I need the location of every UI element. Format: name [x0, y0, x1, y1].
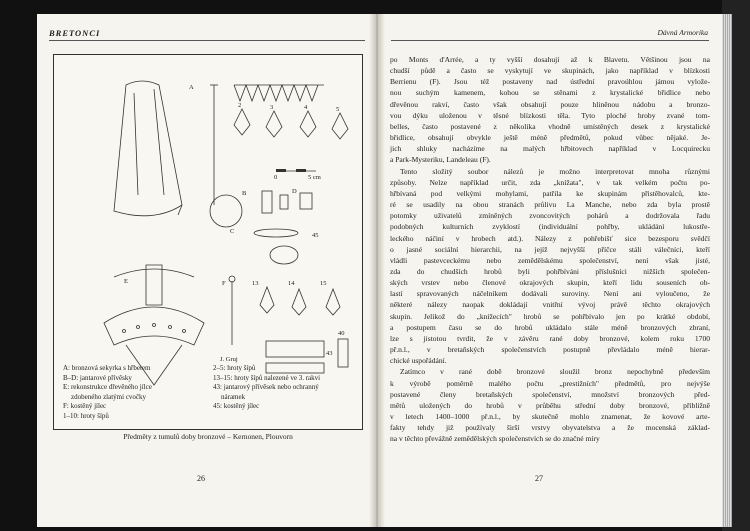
illustrator-signature: J. Gruj	[220, 356, 238, 363]
text-line: ských vrstev nebo členové okrajových skupin, kteří lidu souseních ob-	[390, 278, 710, 288]
figure-label-a: A	[189, 84, 194, 91]
scale-bar	[274, 169, 321, 181]
text-line: hřbívaná pod velkými mohylami, patřila ke skupinám přistěhovalců, kte-	[390, 188, 710, 198]
text-line: vládli pastevceckému nebo zemědělskému společenství, není však jisté,	[390, 255, 710, 265]
text-line: některé nálezy naopak dokládají vnitřní vývoj právě těchto okrajových	[390, 300, 710, 310]
arrowheads-13-15-drawing	[252, 280, 340, 315]
figure-label-13: 13	[252, 280, 259, 287]
header-rule-right	[391, 40, 709, 41]
legend-item: 2–5: hroty šípů	[213, 364, 256, 372]
text-line: leckého náčiní v hrobech atd.). Nálezy z pohřebišť sice bezesporu svědčí	[390, 233, 710, 243]
svg-text:0: 0	[274, 174, 278, 181]
figure-label-c: C	[230, 228, 235, 235]
text-line: př.n.l., v bretaňských společenstvích postupně převládalo méně hierar-	[390, 345, 710, 355]
figure-label-40: 40	[338, 330, 345, 337]
figure-label-15: 15	[320, 280, 327, 287]
figure-label-2: 2	[238, 102, 242, 109]
legend-item: F: kostěný jílec	[63, 402, 107, 411]
text-line: skupin. Jelikož do „knížecích" hrobů se pohřbívalo jen po krátké období,	[390, 311, 710, 321]
figure-label-e: E	[124, 278, 128, 285]
text-line: postavené členy bretaňských společenství, množství bronzových před-	[390, 389, 710, 399]
text-line: na v těchto převážně zemědělských společenstvích se do značné míry	[390, 434, 600, 444]
legend-item: A: bronzová sekyrka s hřbetem	[63, 364, 151, 372]
text-line: v letech 1400–1000 př.n.l., by skutečně mohlo znamenat, že kovové arte-	[390, 412, 710, 421]
amber-pendants-drawing	[210, 188, 319, 264]
text-line: dřevěnou rakví, často však obsahují pouze hliněnou nádobu a bronzo-	[390, 99, 710, 109]
legend-item: 43: jantarový přívěsek nebo ochranný	[213, 383, 319, 392]
text-line: a postupem času se do hrobů ukládalo stále méně bronzových zbraní,	[390, 322, 710, 332]
figure-label-4: 4	[304, 104, 308, 111]
figure-label-b: B	[242, 190, 247, 197]
text-line: a Park-Mysteriku, Landeleau (F).	[390, 155, 491, 165]
legend-item: E: rekonstrukce dřevěného jílce	[63, 383, 152, 392]
page-edges	[722, 14, 732, 527]
text-line: vou dýku uloženou v těsné blízkosti těla. Tyto ploché hroby zvané tom-	[390, 110, 710, 120]
legend-item: 45: kostěný jílec	[213, 402, 260, 411]
figure-label-45: 45	[312, 232, 319, 239]
text-line: o jasné sociální hierarchii, na jejíž nejvyšší příčce stáli válečníci, kteří	[390, 244, 710, 254]
figure-caption: Předměty z tumulů doby bronzové – Kernonen, Plouvorn	[123, 432, 293, 441]
axe-drawing	[114, 81, 194, 216]
page-number-right: 27	[535, 474, 543, 483]
figure-label-3: 3	[270, 104, 274, 111]
right-page	[377, 14, 722, 527]
text-line: belles, často postavené z několika vhodně umístěných desek z krystalické	[390, 121, 710, 131]
legend-right-column	[213, 364, 353, 412]
figure-label-d: D	[292, 188, 297, 195]
running-head-right: Dávná Armorika	[657, 28, 708, 37]
paragraph	[390, 166, 710, 367]
text-line: chudší půdě a často se vyskytují ve skupinách, jako například v blízkosti	[390, 66, 710, 76]
text-line: fakty tehdy již používaly širší vrstvy obyvatelstva a že mocenská základ-	[390, 423, 710, 433]
legend-item: 13–15: hroty šípů nalezené ve 3. rakvi	[213, 373, 321, 382]
text-line: způsoby. Nelze například určit, zda „knížata", v tak velkém počtu po-	[390, 177, 710, 187]
text-line: Zatímco v rané době bronzové sloužil bronz nepochybně především	[400, 367, 710, 377]
arrowheads-2-5-drawing	[234, 102, 348, 139]
legend-item: 1–10: hroty šípů	[63, 411, 109, 420]
text-line: zda do chudších hrobů byli pohřbíváni příslušníci nižších společen-	[390, 266, 710, 276]
text-line: k výrobě poměrně malého počtu „prestižních" předmětů, pro nejvýše	[390, 378, 710, 388]
figure-label-43: 43	[326, 350, 333, 357]
paragraph	[390, 366, 710, 444]
text-line: potomky uživatelů zmíněných zvoncovitých pohárů a dodržovala řadu	[390, 211, 710, 221]
text-line: ré se usadily na obou stranách průlivu La Manche, nebo zda byla prostě	[390, 200, 710, 210]
text-line: jich shluky nacházíme na malých hřbitovech například v Locquirecku	[390, 144, 710, 154]
text-line: lastí spravovaných náčelníkem dodávali suroviny. Není ani vyloučeno, že	[390, 289, 710, 299]
svg-text:5 cm: 5 cm	[308, 174, 321, 181]
text-line: po Monts d'Arrée, a ty vyšší dosahují až k Blavetu. Většinou jsou na	[390, 55, 710, 64]
page-number-left: 26	[197, 474, 205, 483]
text-line: břidlice, obsahují obvykle ještě méně předmětů, pokud vůbec nějaké. Je-	[390, 133, 710, 143]
legend-left-column	[63, 364, 201, 422]
header-rule-left	[49, 40, 365, 41]
text-line: Berrienu (F). Jsou též postaveny nad ústřední pravoúhlou jámou vylože-	[390, 77, 710, 87]
running-head-left: BRETONCI	[49, 28, 101, 38]
legend-item: zdobeného zlatými cvočky	[71, 392, 147, 401]
figure-label-f: F	[222, 280, 226, 287]
text-line: nou suchým kamenem, kohou se stěnami z krystalické břidlice nebo	[390, 88, 710, 98]
text-line: Tento složitý soubor nálezů je možno interpretovat mnoha různými	[400, 166, 710, 176]
paragraph	[390, 54, 710, 166]
left-page	[37, 14, 375, 527]
arrowhead-row-drawing	[234, 85, 324, 101]
figure-label-5: 5	[336, 106, 340, 113]
figure-label-14: 14	[288, 280, 295, 287]
body-text	[390, 54, 710, 444]
text-line: lze s jistotou tvrdit, že v závěru rané doby bronzové, kolem roku 1700	[390, 333, 710, 343]
book-gutter	[369, 14, 385, 527]
text-line: podobných kulturních zvyklostí (individuální pohřby, ukládání lukostře-	[390, 222, 710, 232]
text-line: chické uspořádání.	[390, 356, 447, 366]
legend-item: náramek	[221, 392, 246, 401]
legend-item: B–D: jantarové přívěsky	[63, 373, 132, 382]
text-line: mětů uložených do hrobů v průběhu střední doby bronzové, přibližně	[390, 400, 710, 410]
